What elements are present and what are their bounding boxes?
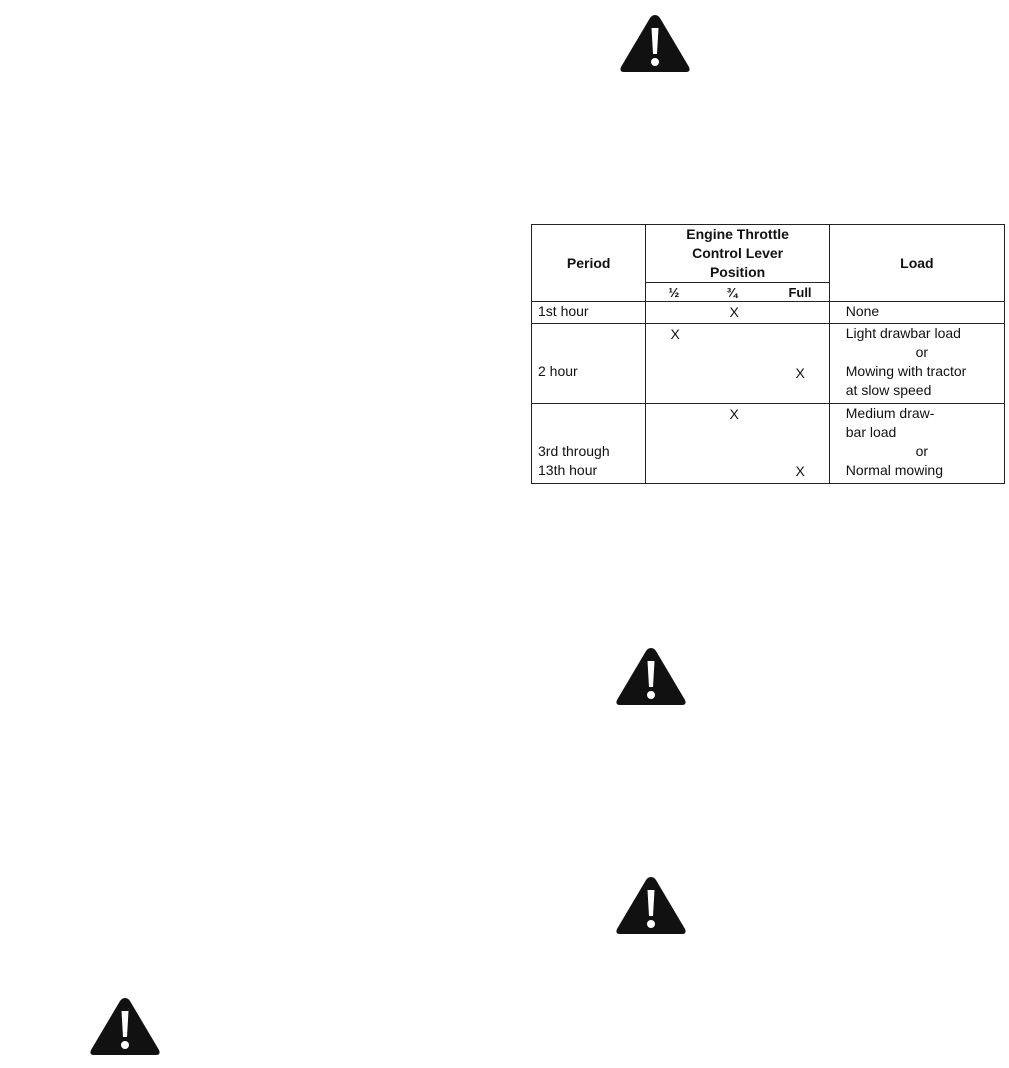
load-line: Mowing with tractor	[845, 363, 967, 379]
warning-triangle-icon	[88, 995, 162, 1057]
load-line: bar load	[845, 424, 897, 440]
mark-full: X	[795, 365, 805, 381]
position-subheader	[646, 283, 829, 302]
engine-header-line-1: Engine Throttle	[686, 226, 789, 242]
period-header: Period	[532, 225, 646, 302]
period-line: 3rd through	[538, 443, 610, 459]
period-line: 2 hour	[538, 363, 578, 379]
period-cell	[532, 404, 646, 484]
engine-throttle-header	[646, 225, 829, 283]
period-cell	[532, 302, 646, 324]
warning-triangle-icon	[614, 645, 688, 707]
mark-three-quarter: X	[729, 406, 739, 422]
mark-full: X	[795, 463, 805, 479]
load-cell	[829, 324, 1004, 404]
period-cell	[532, 324, 646, 404]
period-line: 1st hour	[538, 303, 589, 319]
position-cell	[646, 404, 829, 484]
full-position-header: Full	[788, 285, 812, 300]
load-line: at slow speed	[845, 382, 932, 398]
engine-header-line-3: Position	[709, 264, 766, 280]
period-line: 13th hour	[538, 462, 598, 478]
table-row	[532, 302, 1005, 324]
load-line: Medium draw-	[845, 405, 935, 421]
table-row	[532, 404, 1005, 484]
three-quarter-position-header: ¾	[726, 285, 738, 300]
load-line: Light drawbar load	[845, 325, 961, 341]
load-cell	[829, 302, 1004, 324]
break-in-table	[531, 224, 1005, 484]
mark-half: X	[670, 326, 680, 342]
load-header: Load	[829, 225, 1004, 302]
warning-triangle-icon	[614, 874, 688, 936]
load-line: None	[845, 303, 880, 319]
load-line-or: or	[915, 443, 929, 459]
load-cell	[829, 404, 1004, 484]
table-row	[532, 324, 1005, 404]
position-cell	[646, 324, 829, 404]
half-position-header: ½	[668, 285, 680, 300]
load-line: Normal mowing	[845, 462, 943, 478]
mark-three-quarter: X	[729, 304, 739, 320]
load-line-or: or	[915, 344, 929, 360]
engine-header-line-2: Control Lever	[692, 245, 784, 261]
position-cell	[646, 302, 829, 324]
warning-triangle-icon	[618, 12, 692, 74]
